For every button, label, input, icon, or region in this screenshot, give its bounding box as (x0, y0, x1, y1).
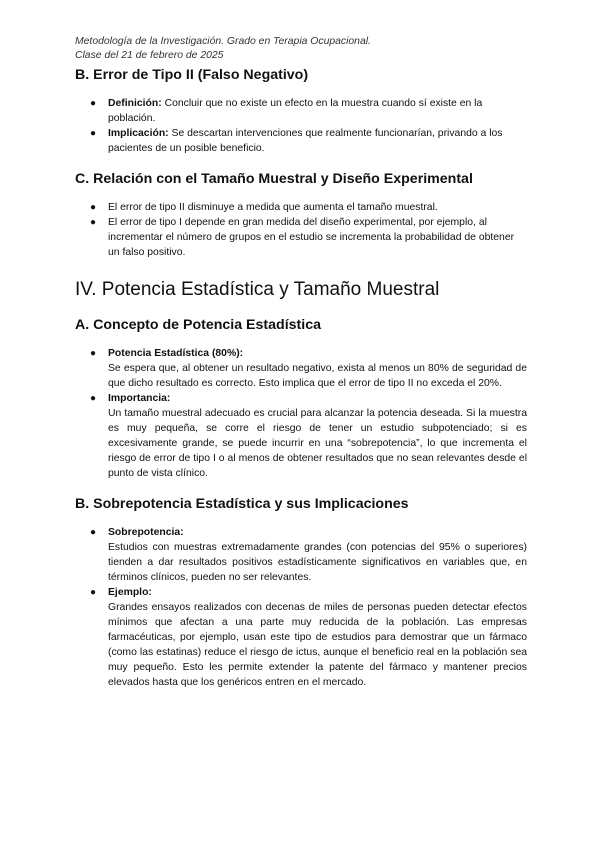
section-b-title: B. Error de Tipo II (Falso Negativo) (75, 67, 309, 83)
bullet-icon: ● (90, 217, 97, 228)
item-text: Concluir que no existe un efecto en la muestra cuando sí existe en la población. (108, 98, 483, 124)
item-text: El error de tipo I depende en gran medida del diseño experimental, por ejemplo, al incrementar el número de grupos en el estudio se incrementa la probabilidad de obtener un falso positivo. (108, 217, 515, 258)
list-item (75, 215, 527, 260)
item-text: El error de tipo II disminuye a medida que aumenta el tamaño muestral. (108, 202, 438, 213)
section-iv-title: IV. Potencia Estadística y Tamaño Muestral (75, 279, 440, 300)
list-item (75, 96, 527, 126)
section-iv-a-list (75, 346, 527, 481)
item-text: Se descartan intervenciones que realmente funcionarían, privando a los pacientes de un posible beneficio. (108, 128, 503, 154)
list-item (75, 585, 527, 690)
section-b-list (75, 96, 527, 156)
document-header (75, 35, 527, 63)
item-text: Grandes ensayos realizados con decenas de miles de personas pueden detectar efectos mínimos que afectan a una parte muy reducida de la población. Las empresas farmacéuticas, por ejemplo, usan este tipo de estudios para demostrar que un fármaco (como las estatinas) reduce el riesgo de ictus, aunque el beneficio real en la población sea muy pequeño. Esto les permite extender la patente del fármaco y mantener precios elevados hasta que los genéricos entren en el mercado. (108, 602, 527, 688)
list-item (75, 525, 527, 585)
section-iv-b-list (75, 525, 527, 690)
header-course: Metodología de la Investigación. Grado en Terapia Ocupacional. (75, 36, 371, 47)
bullet-icon: ● (90, 393, 97, 404)
item-text: Un tamaño muestral adecuado es crucial para alcanzar la potencia deseada. Si la muestra es muy pequeña, se corre el riesgo de tener un estudio subpotenciado; si es excesivamente grande, se puede incurrir en una “sobrepotencia”, lo que incrementa el riesgo de error de tipo I o al menos de obtener resultados que no sean relevantes desde el punto de vista clínico. (108, 408, 527, 479)
list-item (75, 200, 527, 215)
section-iv-a-title: A. Concepto de Potencia Estadística (75, 317, 321, 333)
list-item (75, 391, 527, 481)
section-iv-b-title: B. Sobrepotencia Estadística y sus Implicaciones (75, 496, 409, 512)
list-item (75, 346, 527, 391)
bullet-icon: ● (90, 202, 97, 213)
section-c-list (75, 200, 527, 260)
bullet-icon: ● (90, 128, 97, 139)
bullet-icon: ● (90, 527, 97, 538)
item-term: Importancia: (108, 393, 171, 404)
item-text: Estudios con muestras extremadamente grandes (con potencias del 95% o superiores) tienden a dar resultados positivos estadísticamente significativos en variables que, en términos clínicos, pueden no ser relevantes. (108, 542, 527, 583)
bullet-icon: ● (90, 98, 97, 109)
bullet-icon: ● (90, 348, 97, 359)
item-term: Definición: (108, 98, 162, 109)
item-term: Ejemplo: (108, 587, 152, 598)
document-page (75, 35, 527, 690)
item-term: Potencia Estadística (80%): (108, 348, 244, 359)
item-term: Implicación: (108, 128, 169, 139)
item-text: Se espera que, al obtener un resultado negativo, exista al menos un 80% de seguridad de que dicho resultado es correcto. Esto implica que el error de tipo II no exceda el 20%. (108, 363, 527, 389)
section-c-title: C. Relación con el Tamaño Muestral y Diseño Experimental (75, 171, 473, 187)
item-term: Sobrepotencia: (108, 527, 184, 538)
header-date: Clase del 21 de febrero de 2025 (75, 50, 224, 61)
bullet-icon: ● (90, 587, 97, 598)
list-item (75, 126, 527, 156)
